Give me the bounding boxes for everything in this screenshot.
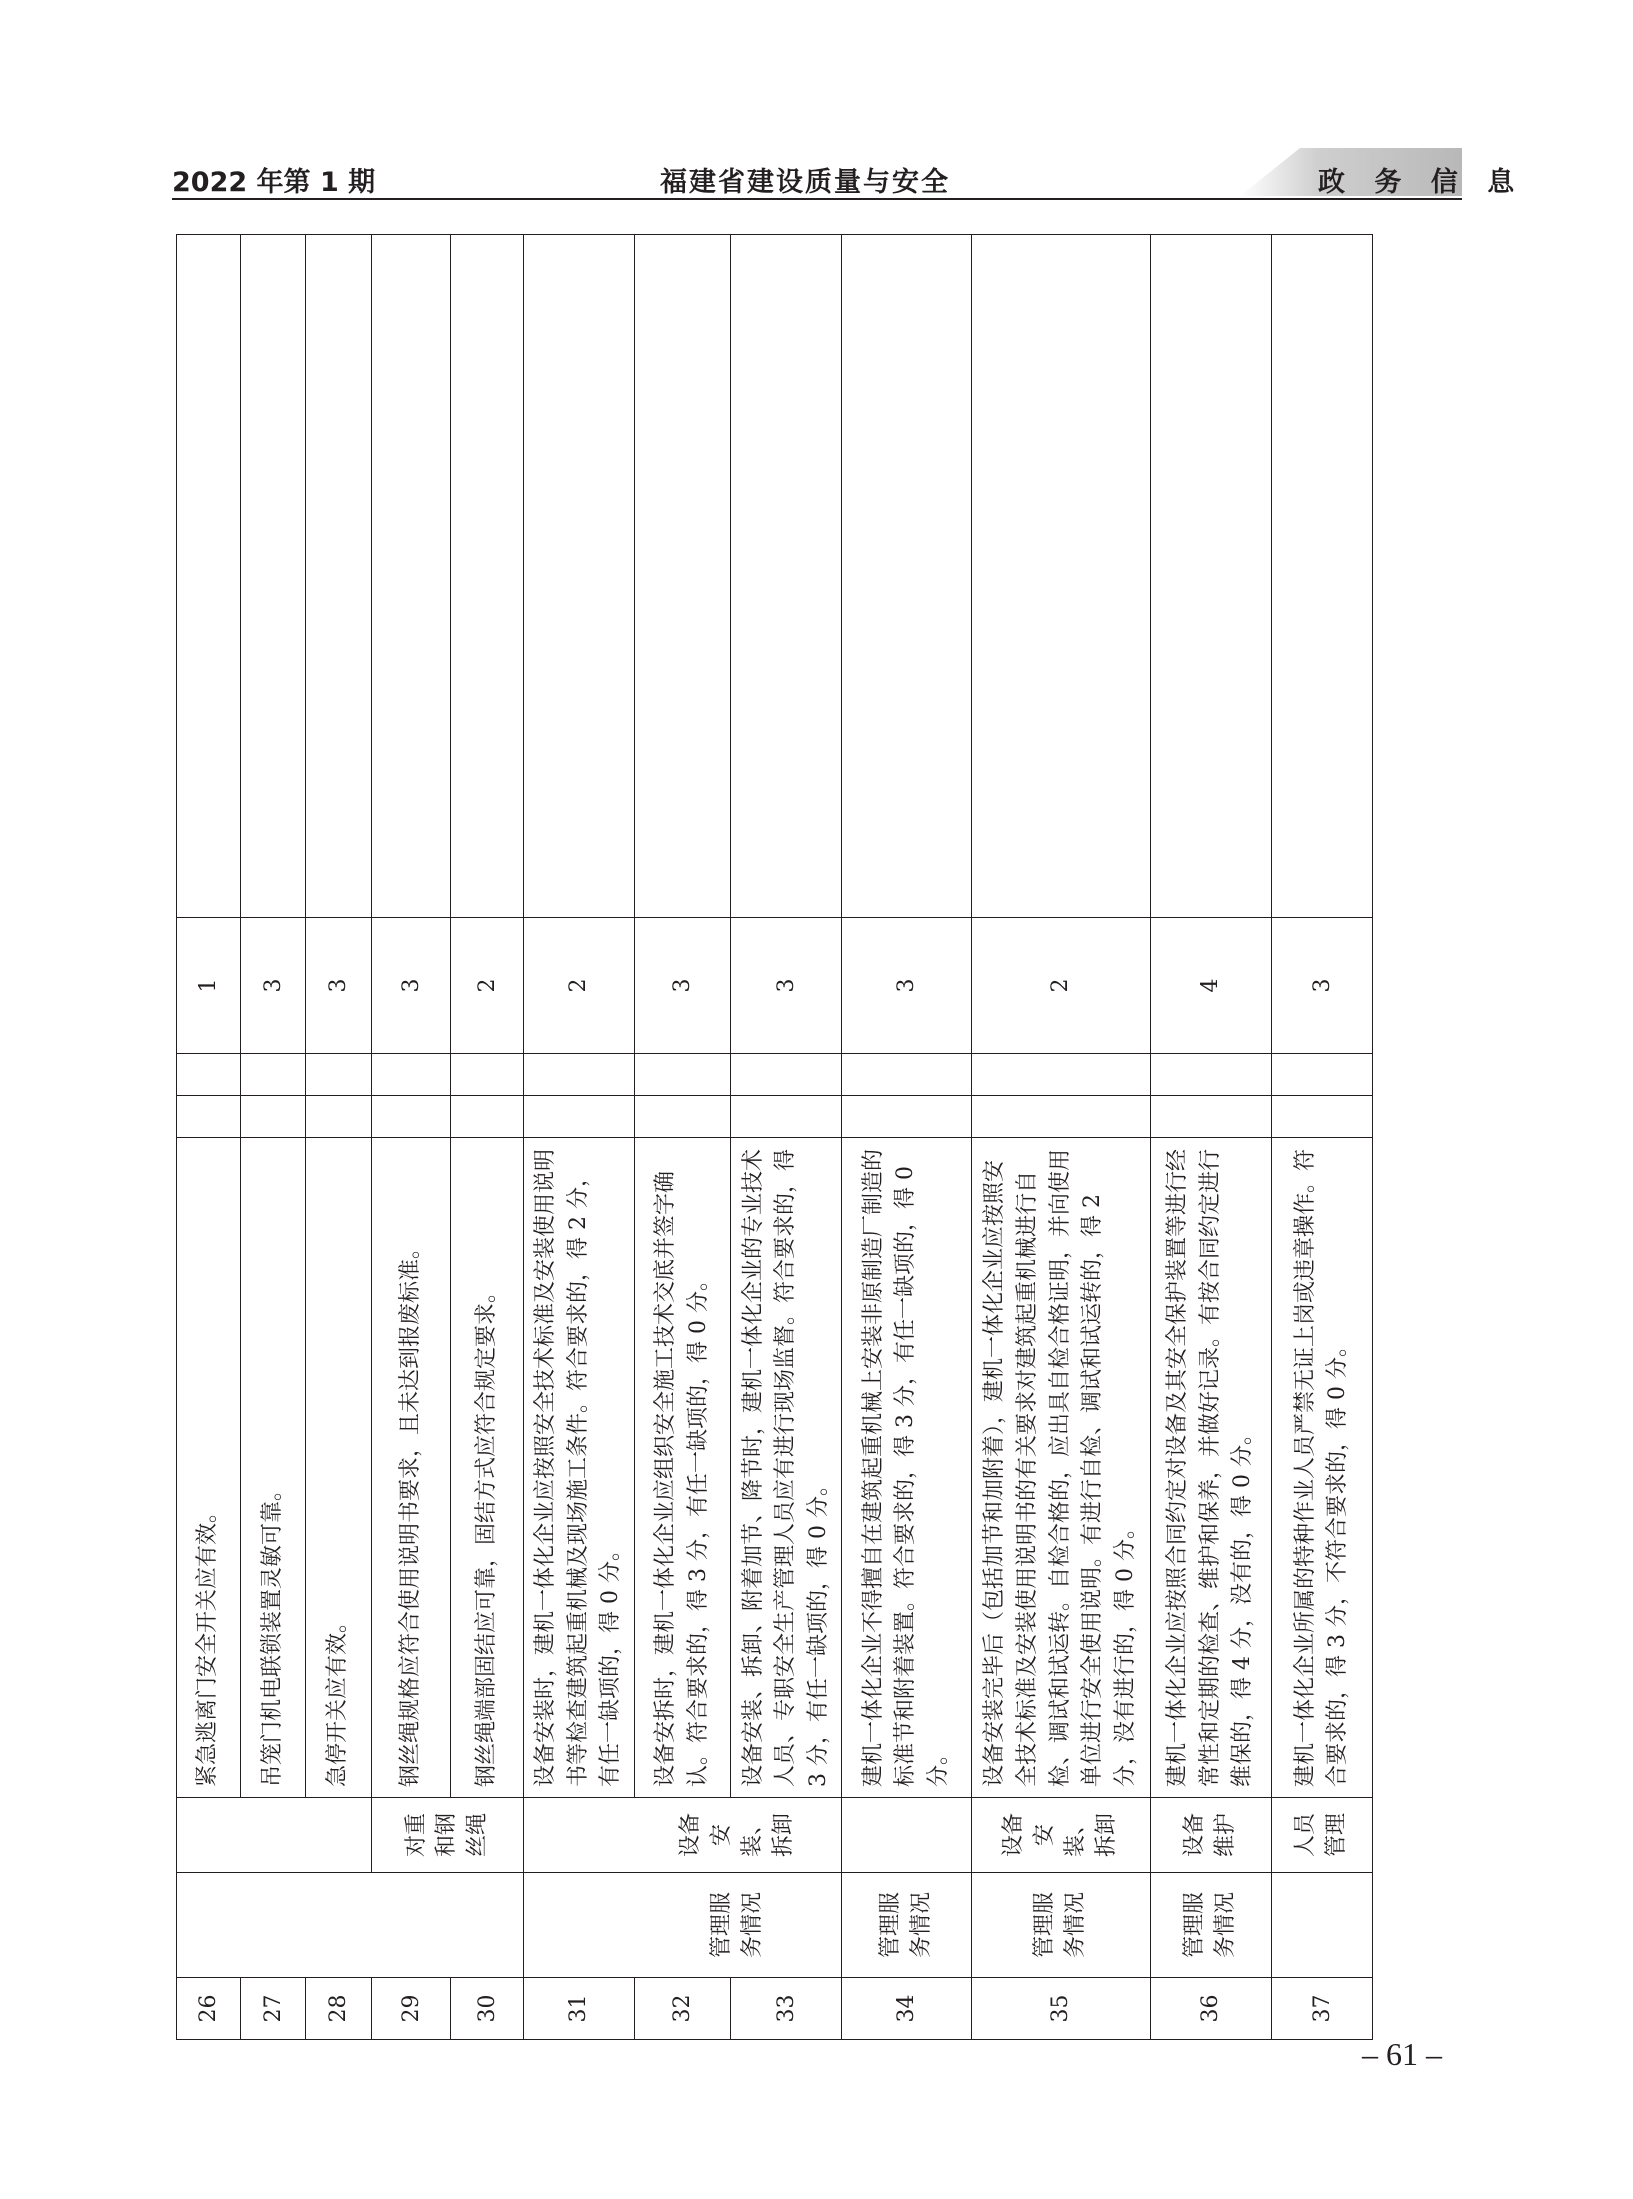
row-number: 30 bbox=[451, 1978, 524, 2040]
blank-cell bbox=[1150, 1096, 1272, 1138]
rotated-table-container bbox=[176, 235, 1373, 2040]
score-cell: 3 bbox=[1272, 918, 1373, 1054]
blank-cell bbox=[241, 1054, 305, 1096]
remarks-cell bbox=[372, 235, 451, 918]
criteria-cell: 建机一体化企业所属的特种作业人员严禁无证上岗或违章操作。符合要求的，得 3 分，不符合要求的，得 0 分。 bbox=[1272, 1138, 1373, 1798]
score-cell: 3 bbox=[372, 918, 451, 1054]
remarks-cell bbox=[241, 235, 305, 918]
row-number: 26 bbox=[177, 1978, 241, 2040]
criteria-cell: 钢丝绳规格应符合使用说明书要求，且未达到报废标准。 bbox=[372, 1138, 451, 1798]
table-row bbox=[842, 235, 972, 2040]
score-cell: 3 bbox=[241, 918, 305, 1054]
row-number: 35 bbox=[972, 1978, 1150, 2040]
blank-cell bbox=[972, 1096, 1150, 1138]
blank-cell bbox=[524, 1096, 635, 1138]
blank-cell bbox=[305, 1096, 372, 1138]
table-row bbox=[305, 235, 372, 2040]
score-cell: 3 bbox=[731, 918, 842, 1054]
remarks-cell bbox=[1272, 235, 1373, 918]
remarks-cell bbox=[177, 235, 241, 918]
remarks-cell bbox=[305, 235, 372, 918]
remarks-cell bbox=[731, 235, 842, 918]
score-cell: 2 bbox=[524, 918, 635, 1054]
table-row bbox=[972, 235, 1150, 2040]
blank-cell bbox=[241, 1096, 305, 1138]
blank-cell bbox=[842, 1054, 972, 1096]
remarks-cell bbox=[842, 235, 972, 918]
table-row bbox=[634, 235, 731, 2040]
subcategory-cell bbox=[842, 1798, 972, 1873]
remarks-cell bbox=[451, 235, 524, 918]
table-row bbox=[1150, 235, 1272, 2040]
category-cell bbox=[372, 1873, 451, 1978]
row-number: 32 bbox=[634, 1978, 731, 2040]
blank-cell bbox=[1150, 1054, 1272, 1096]
row-number: 33 bbox=[731, 1978, 842, 2040]
criteria-cell: 设备安装、拆卸、附着加节、降节时，建机一体化企业的专业技术人员、专职安全生产管理人员应有进行现场监督。符合要求的，得 3 分，有任一缺项的，得 0 分。 bbox=[731, 1138, 842, 1798]
blank-cell bbox=[372, 1054, 451, 1096]
row-number: 37 bbox=[1272, 1978, 1373, 2040]
blank-cell bbox=[972, 1054, 1150, 1096]
score-cell: 3 bbox=[634, 918, 731, 1054]
subcategory-cell bbox=[305, 1798, 372, 1873]
category-mgmt: 管理服务情况 bbox=[842, 1873, 972, 1978]
table-row bbox=[731, 235, 842, 2040]
blank-cell bbox=[372, 1096, 451, 1138]
blank-cell bbox=[305, 1054, 372, 1096]
subcategory-cell bbox=[241, 1798, 305, 1873]
subcategory-maintenance: 设备维护 bbox=[1150, 1798, 1272, 1873]
row-number: 34 bbox=[842, 1978, 972, 2040]
header-divider bbox=[172, 198, 1462, 200]
criteria-cell: 紧急逃离门安全开关应有效。 bbox=[177, 1138, 241, 1798]
blank-cell bbox=[451, 1096, 524, 1138]
category-cell bbox=[305, 1873, 372, 1978]
criteria-cell: 吊笼门机电联锁装置灵敏可靠。 bbox=[241, 1138, 305, 1798]
score-cell: 3 bbox=[305, 918, 372, 1054]
table-row bbox=[241, 235, 305, 2040]
subcategory-wire-rope: 对重和钢丝绳 bbox=[372, 1798, 524, 1873]
criteria-cell: 急停开关应有效。 bbox=[305, 1138, 372, 1798]
criteria-cell: 建机一体化企业不得擅自在建筑起重机械上安装非原制造厂制造的标准节和附着装置。符合要求的，得 3 分，有任一缺项的，得 0 分。 bbox=[842, 1138, 972, 1798]
table-row bbox=[1272, 235, 1373, 2040]
criteria-cell: 设备安装完毕后（包括加节和加附着），建机一体化企业应按照安全技术标准及安装使用说明书的有关要求对建筑起重机械进行自检、调试和试运转。自检合格的，应出具自检合格证明，并向使用单位进行安全使用说明。有进行自检、调试和试运转的，得 2 分，没有进行的，得 0 分。 bbox=[972, 1138, 1150, 1798]
criteria-cell: 钢丝绳端部固结应可靠，固结方式应符合规定要求。 bbox=[451, 1138, 524, 1798]
blank-cell bbox=[177, 1096, 241, 1138]
table-row bbox=[177, 235, 241, 2040]
remarks-cell bbox=[972, 235, 1150, 918]
subcategory-install: 设备安装、拆卸 bbox=[972, 1798, 1150, 1873]
category-cell bbox=[524, 1873, 635, 1978]
criteria-cell: 建机一体化企业应按照合同约定对设备及其安全保护装置等进行经常性和定期的检查、维护和保养，并做好记录。有按合同约定进行维保的，得 4 分，没有的，得 0 分。 bbox=[1150, 1138, 1272, 1798]
remarks-cell bbox=[634, 235, 731, 918]
subcategory-install: 设备安装、拆卸 bbox=[634, 1798, 841, 1873]
blank-cell bbox=[1272, 1096, 1373, 1138]
category-cell bbox=[177, 1873, 241, 1978]
blank-cell bbox=[634, 1096, 731, 1138]
scoring-table bbox=[176, 234, 1373, 2040]
score-cell: 3 bbox=[842, 918, 972, 1054]
criteria-cell: 设备安装时，建机一体化企业应按照安全技术标准及安装使用说明书等检查建筑起重机械及现场施工条件。符合要求的，得 2 分，有任一缺项的，得 0 分。 bbox=[524, 1138, 635, 1798]
row-number: 29 bbox=[372, 1978, 451, 2040]
row-number: 36 bbox=[1150, 1978, 1272, 2040]
blank-cell bbox=[177, 1054, 241, 1096]
criteria-cell: 设备安拆时，建机一体化企业应组织安全施工技术交底并签字确认。符合要求的，得 3 分，有任一缺项的，得 0 分。 bbox=[634, 1138, 731, 1798]
subcategory-cell bbox=[524, 1798, 635, 1873]
score-cell: 2 bbox=[451, 918, 524, 1054]
blank-cell bbox=[524, 1054, 635, 1096]
category-cell bbox=[241, 1873, 305, 1978]
section-title: 政 务 信 息 bbox=[1318, 167, 1525, 198]
blank-cell bbox=[842, 1096, 972, 1138]
row-number: 28 bbox=[305, 1978, 372, 2040]
remarks-cell bbox=[524, 235, 635, 918]
category-mgmt: 管理服务情况 bbox=[1150, 1873, 1272, 1978]
blank-cell bbox=[731, 1096, 842, 1138]
blank-cell bbox=[731, 1054, 842, 1096]
category-cell bbox=[451, 1873, 524, 1978]
issue-label: 2022 年第 1 期 bbox=[172, 167, 376, 198]
score-cell: 4 bbox=[1150, 918, 1272, 1054]
table-row bbox=[372, 235, 451, 2040]
score-cell: 2 bbox=[972, 918, 1150, 1054]
category-mgmt: 管理服务情况 bbox=[634, 1873, 841, 1978]
row-number: 27 bbox=[241, 1978, 305, 2040]
blank-cell bbox=[451, 1054, 524, 1096]
subcategory-cell bbox=[177, 1798, 241, 1873]
row-number: 31 bbox=[524, 1978, 635, 2040]
table-row bbox=[524, 235, 635, 2040]
journal-title: 福建省建设质量与安全 bbox=[660, 167, 950, 198]
subcategory-personnel: 人员管理 bbox=[1272, 1798, 1373, 1873]
score-cell: 1 bbox=[177, 918, 241, 1054]
page-number: – 61 – bbox=[1362, 2036, 1442, 2072]
blank-cell bbox=[634, 1054, 731, 1096]
category-cell bbox=[1272, 1873, 1373, 1978]
remarks-cell bbox=[1150, 235, 1272, 918]
table-row bbox=[451, 235, 524, 2040]
category-mgmt: 管理服务情况 bbox=[972, 1873, 1150, 1978]
blank-cell bbox=[1272, 1054, 1373, 1096]
